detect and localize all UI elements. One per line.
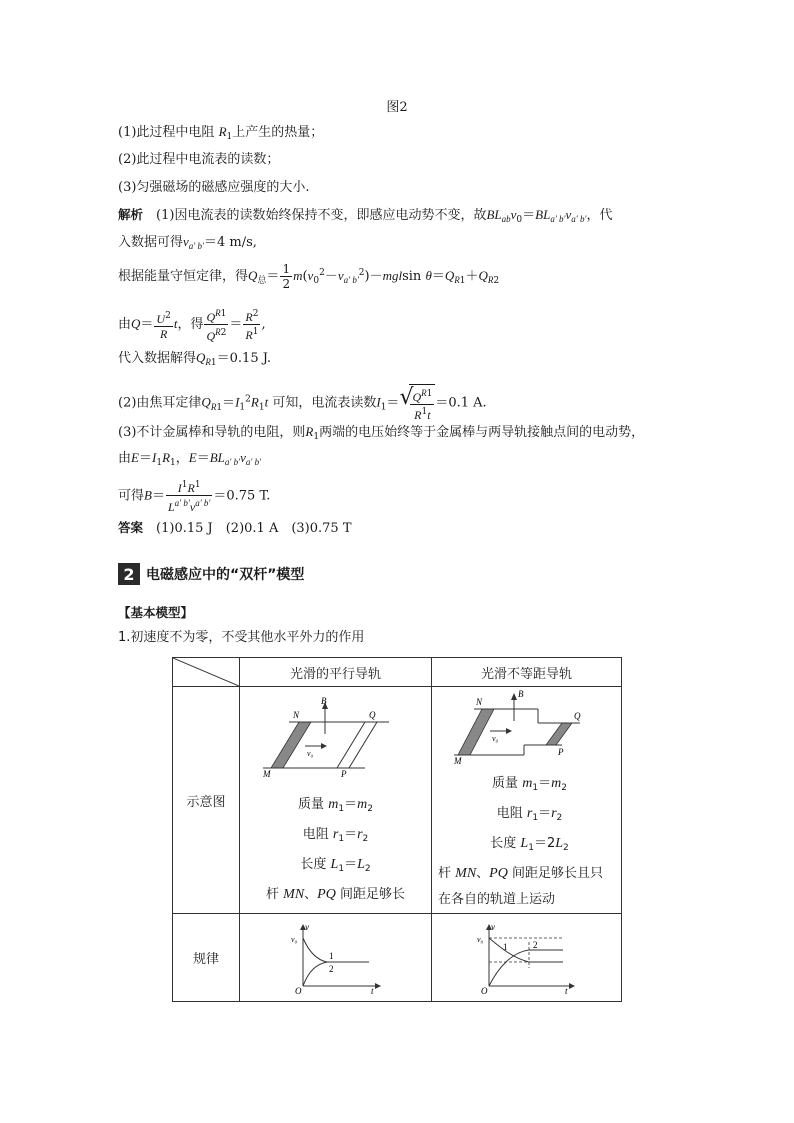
unequal-conditions: 质量 $m_1=m_2$ 电阻 $r_1=r_2$ 长度 $L_1=2L_2$ 杆 MN、PQ 间距足够长且只 在各自的轨道上运动 (438, 776, 603, 907)
cell-parallel-diagram (240, 687, 432, 914)
case-1-heading: 1.初速度不为零，不受其他水平外力的作用 (118, 630, 365, 645)
cell-parallel-graph (240, 914, 432, 1002)
solution-line-1: 解析 (1)因电流表的读数始终保持不变，即感应电动势不变，故$BL_{ab}v_0=BL_{a' b'}v_{a' b'}$，代 (118, 207, 613, 225)
solution-line-4: 由Q＝ $\frac{U^2}{R}$ t，得 $\frac{Q^{R1}}{Q^{R2}}$ ＝ $\frac{R^2}{R^1}$ , (118, 308, 266, 343)
svg-text:Q: Q (573, 711, 580, 721)
svg-text:M: M (262, 769, 270, 778)
svg-text:P: P (557, 747, 563, 757)
solution-line-2: 入数据可得$v_{a' b'}=4$ m/s, (118, 234, 257, 251)
parallel-conditions: 质量 $m_1=m_2$ 电阻 $r_1=r_2$ 长度 $L_1=L_2$ 杆 MN、PQ 间距足够长 (266, 797, 405, 902)
solution-line-9: 可得B＝ $\frac{I^1R^1}{L^{a' b'}v^{a' b'}}$ ＝0.75 T. (118, 480, 271, 514)
svg-text:M: M (453, 756, 461, 765)
question-2: (2)此过程中电流表的读数； (118, 152, 280, 167)
basic-model-label: 【基本模型】 (118, 605, 194, 620)
svg-text:O: O (480, 985, 487, 994)
section-header (118, 562, 304, 586)
solution-line-5: 代入数据解得$Q_{R1}=0.15$ J. (118, 350, 272, 368)
cell-unequal-graph (432, 914, 622, 1002)
svg-text:t: t (564, 985, 568, 994)
answer-line: 答案 (1)0.15 J (2)0.1 A (3)0.75 T (118, 520, 352, 536)
solution-line-3: 根据能量守恒定律，得$Q_总=$ $\frac{1}{2}$ $m(v_0^2-v_{a' b'}^2)-mglsin$ $\theta=Q_{R1}+Q_{R2}$ (118, 262, 500, 291)
svg-text:v₀: v₀ (290, 934, 297, 944)
svg-text:O: O (294, 985, 301, 994)
cell-unequal-diagram (432, 687, 622, 914)
table-corner (173, 658, 240, 687)
svg-text:B: B (517, 689, 523, 699)
svg-text:B: B (320, 696, 326, 706)
svg-text:Q: Q (368, 710, 375, 720)
svg-text:v: v (490, 921, 495, 932)
unequal-vt-graph (477, 922, 577, 994)
section-number: 2 (118, 563, 140, 585)
question-1: (1)此过程中电阻 $R_1$上产生的热量； (118, 124, 324, 142)
svg-text:t: t (370, 985, 374, 994)
answer-label: 答案 (118, 520, 144, 535)
svg-text:v₀: v₀ (306, 749, 313, 758)
svg-text:1: 1 (502, 941, 507, 952)
figure-caption: 图2 (386, 100, 408, 115)
table-header-unequal: 光滑不等距导轨 (432, 658, 622, 687)
svg-text:P: P (340, 769, 346, 778)
diagonal-line-icon (173, 658, 239, 686)
parallel-rails-figure (261, 692, 411, 778)
svg-text:N: N (475, 697, 482, 707)
section-title: 电磁感应中的“双杆”模型 (146, 567, 305, 583)
unequal-rails-figure (452, 687, 602, 765)
svg-text:v₀: v₀ (491, 734, 498, 743)
question-3: (3)匀强磁场的磁感应强度的大小. (118, 180, 310, 195)
svg-text:1: 1 (328, 950, 333, 961)
row-label-diagram: 示意图 (173, 687, 240, 914)
solution-line-8: 由$E=I_1R_1$，$E=BL_{a' b'}v_{a' b'}$ (118, 450, 262, 468)
solution-label: 解析 (118, 207, 144, 222)
svg-text:2: 2 (532, 939, 537, 950)
solution-line-7: (3)不计金属棒和导轨的电阻，则$R_1$两端的电压始终等于金属棒与两导轨接触点间的电动势， (118, 424, 645, 442)
solution-line-6: (2)由焦耳定律$Q_{R1}=I_1^2R_1t$ 可知，电流表读数$I_1=$ √ $\frac{Q^{R1}}{R^1t}$ ＝0.1 A. (118, 385, 487, 422)
parallel-vt-graph (291, 922, 381, 994)
svg-text:N: N (292, 710, 299, 720)
svg-text:v: v (304, 921, 309, 932)
svg-text:2: 2 (328, 963, 333, 974)
table-header-parallel: 光滑的平行导轨 (240, 658, 432, 687)
model-table (172, 657, 622, 1002)
svg-text:v₀: v₀ (476, 934, 483, 944)
row-label-law: 规律 (173, 914, 240, 1002)
